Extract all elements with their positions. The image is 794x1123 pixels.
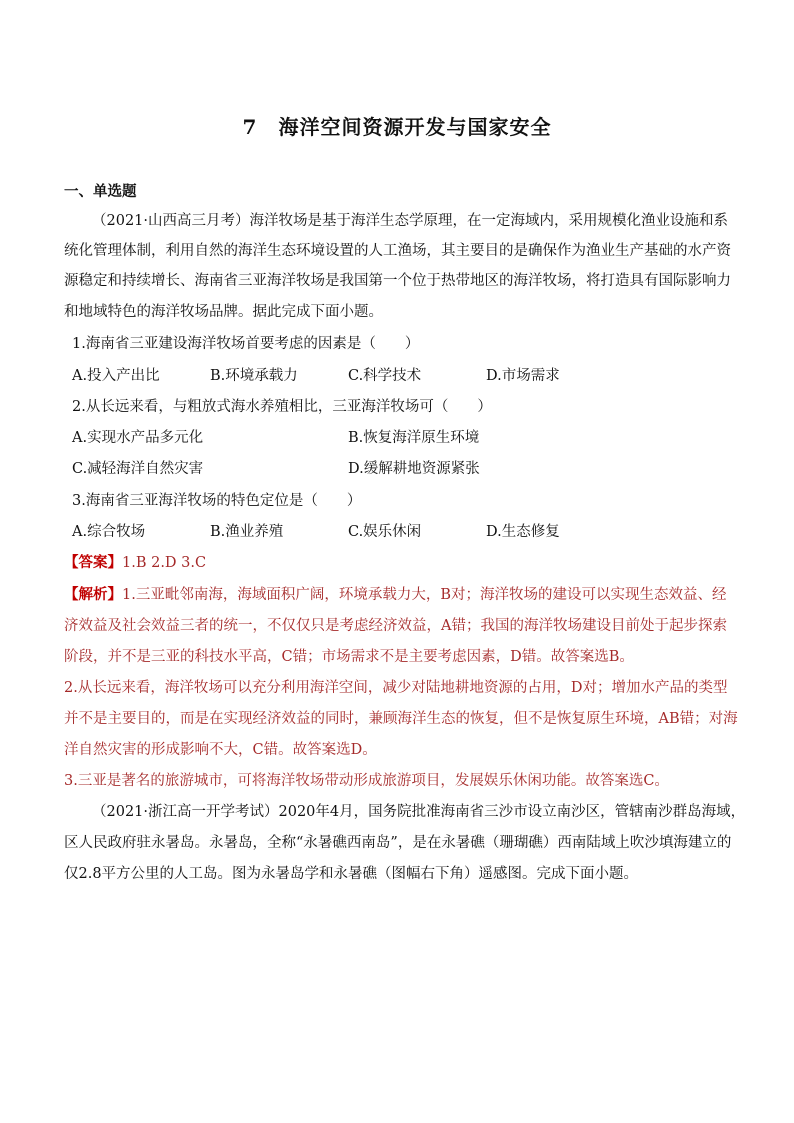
analysis-line: 1.三亚毗邻南海，海域面积广阔，环境承载力大，B对；海洋牧场的建设可以实现生态效益、经 xyxy=(122,587,727,603)
passage2-line: （2021·浙江高一开学考试）2020年4月，国务院批准海南省三沙市设立南沙区，管辖南沙群岛海域， xyxy=(92,804,746,820)
question-2-option-b: B.恢复海洋原生环境 xyxy=(348,430,480,446)
question-2-option-d: D.缓解耕地资源紧张 xyxy=(348,461,480,477)
question-1-option-c: C.科学技术 xyxy=(348,368,422,384)
analysis-line: 洋自然灾害的形成影响不大，C错。故答案选D。 xyxy=(64,742,377,758)
analysis-line: 济效益及社会效益三者的统一，不仅仅只是考虑经济效益，A错；我国的海洋牧场建设目前处于起步探索 xyxy=(64,618,727,634)
question-3-option-d: D.生态修复 xyxy=(486,524,560,540)
question-3-option-c: C.娱乐休闲 xyxy=(348,524,422,540)
question-2-option-a: A.实现水产品多元化 xyxy=(72,430,204,446)
passage2-line: 仅2.8平方公里的人工岛。图为永暑岛学和永暑礁（图幅右下角）遥感图。完成下面小题。 xyxy=(64,866,639,882)
analysis-first-line xyxy=(64,585,727,605)
analysis-line: 并不是主要目的，而是在实现经济效益的同时，兼顾海洋生态的恢复，但不是恢复原生环境，AB错；对海 xyxy=(64,711,738,727)
analysis-line: 阶段，并不是三亚的科技水平高，C错；市场需求不是主要考虑因素，D错。故答案选B。 xyxy=(64,649,634,665)
passage2-line: 区人民政府驻永暑岛。永暑岛，全称“永暑礁西南岛”，是在永暑礁（珊瑚礁）西南陆域上吹沙填海建立的 xyxy=(64,835,732,851)
section-heading: 一、单选题 xyxy=(64,183,137,200)
analysis-line: 3.三亚是著名的旅游城市，可将海洋牧场带动形成旅游项目，发展娱乐休闲功能。故答案选C。 xyxy=(64,773,669,789)
question-1-option-a: A.投入产出比 xyxy=(72,368,160,384)
page-title: 7 海洋空间资源开发与国家安全 xyxy=(242,115,552,139)
analysis-tag: 【解析】 xyxy=(64,586,122,603)
question-3-stem: 3.海南省三亚海洋牧场的特色定位是（ ） xyxy=(72,493,362,509)
passage1-line: 统化管理体制，利用自然的海洋生态环境设置的人工渔场，其主要目的是确保作为渔业生产基础的水产资 xyxy=(64,243,731,259)
question-1-option-b: B.环境承载力 xyxy=(210,368,298,384)
question-2-stem: 2.从长远来看，与粗放式海水养殖相比，三亚海洋牧场可（ ） xyxy=(72,399,492,415)
answer-tag: 【答案】 xyxy=(64,554,122,571)
analysis-line: 2.从长远来看，海洋牧场可以充分利用海洋空间，减少对陆地耕地资源的占用，D对；增加水产品的类型 xyxy=(64,680,728,696)
passage1-line: （2021·山西高三月考）海洋牧场是基于海洋生态学原理，在一定海域内，采用规模化渔业设施和系 xyxy=(92,213,729,229)
question-3-option-a: A.综合牧场 xyxy=(72,524,146,540)
answer-line xyxy=(64,553,206,573)
passage1-line: 和地域特色的海洋牧场品牌。据此完成下面小题。 xyxy=(64,304,383,320)
passage1-line: 源稳定和持续增长、海南省三亚海洋牧场是我国第一个位于热带地区的海洋牧场，将打造具有国际影响力 xyxy=(64,273,731,289)
question-2-option-c: C.减轻海洋自然灾害 xyxy=(72,461,204,477)
question-1-option-d: D.市场需求 xyxy=(486,368,560,384)
answer-text: 1.B 2.D 3.C xyxy=(122,555,207,571)
question-3-option-b: B.渔业养殖 xyxy=(210,524,284,540)
question-1-stem: 1.海南省三亚建设海洋牧场首要考虑的因素是（ ） xyxy=(72,336,420,352)
